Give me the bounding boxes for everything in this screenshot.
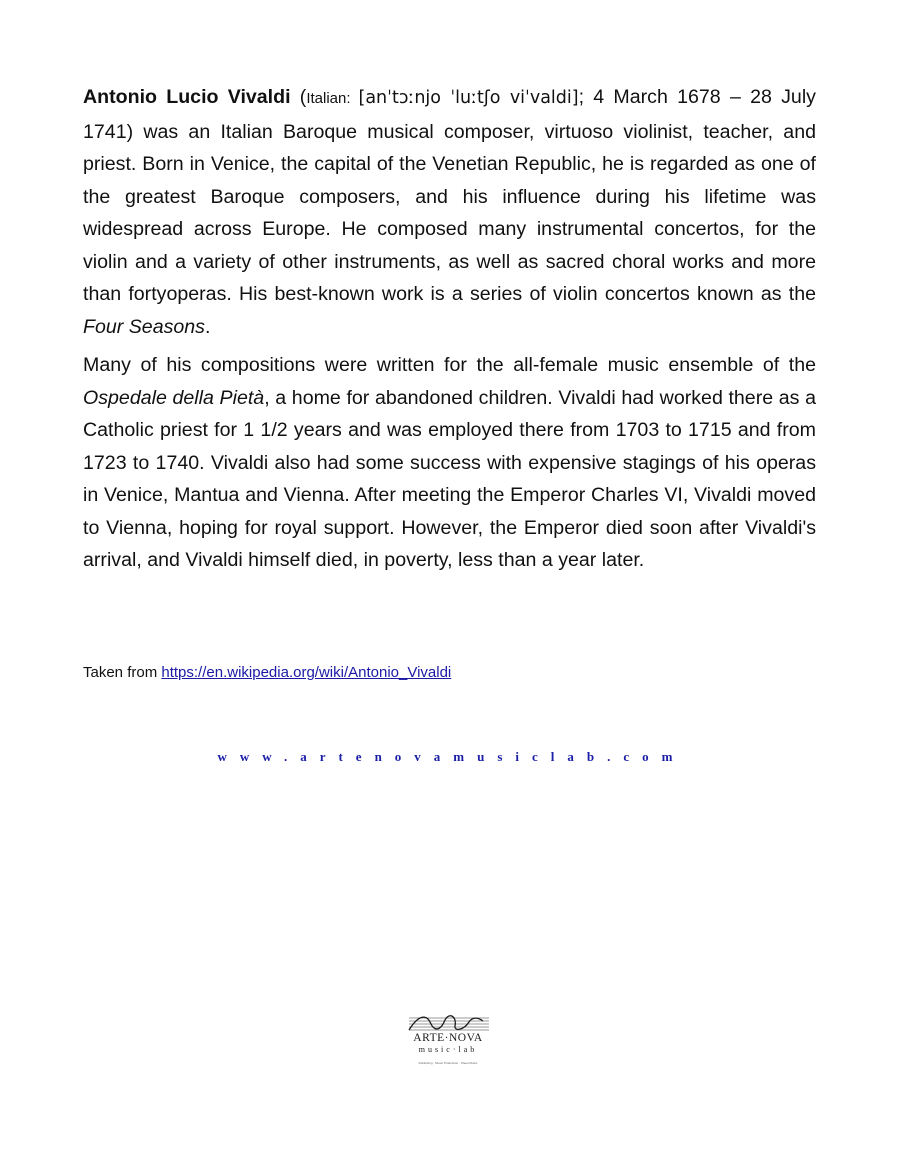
source-link[interactable]: https://en.wikipedia.org/wiki/Antonio_Vivaldi: [161, 664, 452, 681]
logo-title: ARTE·NOVA: [413, 1032, 483, 1044]
paren-open: (: [290, 86, 307, 108]
intro-paragraph: [83, 81, 816, 343]
source-prefix: Taken from: [83, 664, 162, 681]
language-label: Italian:: [306, 90, 359, 107]
intro-text: ; 4 March 1678 – 28 July 1741) was an Italian Baroque musical composer, virtuoso violinist, teacher, and priest. Born in Venice, the capital of the Venetian Republic, he is regarded as one of the greatest Baroque composers, and his influence during his lifetime was widespread across Europe. He composed many instrumental concertos, for the violin and a variety of other instruments, as well as sacred choral works and more than fortyoperas. His best-known work is a series of violin concertos known as the: [83, 86, 816, 305]
biography-text-start: Many of his compositions were written for the all-female music ensemble of the: [83, 354, 816, 376]
logo-tagline: Publishing · Music Production · Sheet Music: [418, 1061, 478, 1065]
subject-name: Antonio Lucio Vivaldi: [83, 86, 291, 108]
biography-paragraph: [83, 349, 816, 577]
work-title: Four Seasons: [83, 315, 205, 338]
intro-end: .: [204, 315, 211, 338]
source-citation: [83, 663, 451, 683]
biography-text-rest: , a home for abandoned children. Vivaldi had worked there as a Catholic priest for 1 1/2 years and was employed there from 1703 to 1715 and from 1723 to 1740. Vivaldi also had some success with expensive stagings of his operas in Venice, Mantua and Vienna. After meeting the Emperor Charles VI, Vivaldi moved to Vienna, hoping for royal support. However, the Emperor died soon after Vivaldi's arrival, and Vivaldi himself died, in poverty, less than a year later.: [83, 386, 816, 571]
staff-swirl-icon: [405, 1012, 491, 1034]
ipa-pronunciation: [anˈtɔːnjo ˈluːtʃo viˈvaldi]: [358, 88, 579, 108]
logo-subtitle: music·lab: [418, 1045, 478, 1054]
arte-nova-logo: [405, 1012, 491, 1070]
institution-name: Ospedale della Pietà: [83, 386, 265, 409]
website-url: www.artenovamusiclab.com: [217, 749, 686, 764]
